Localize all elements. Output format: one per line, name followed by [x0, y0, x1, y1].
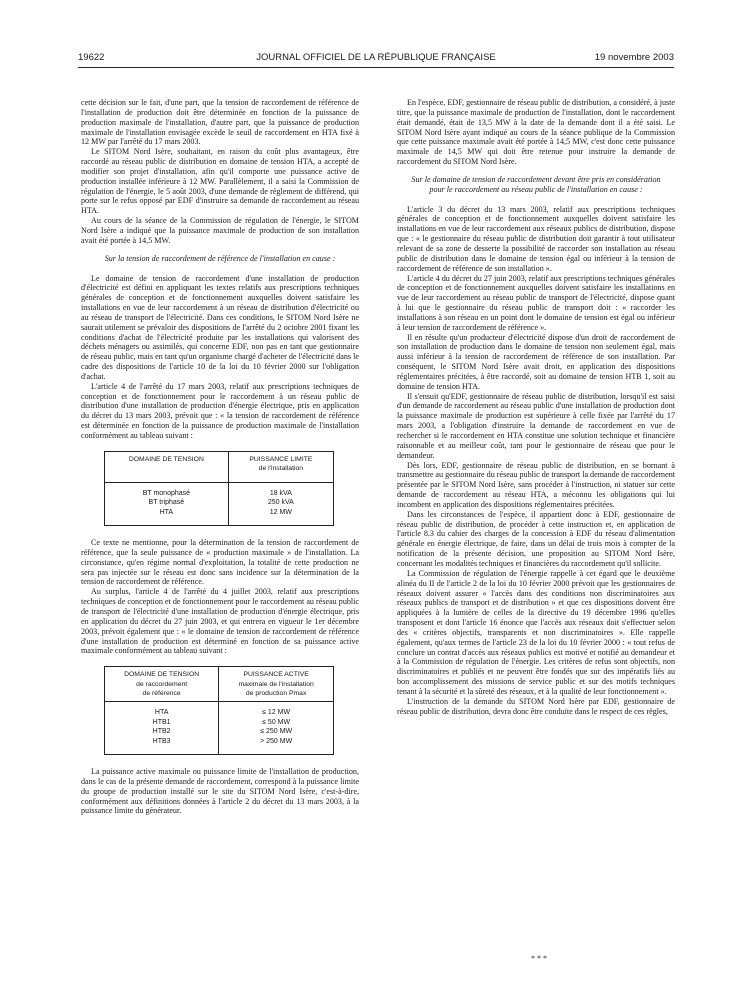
table-header: PUISSANCE LIMITE de l'installation — [228, 451, 333, 482]
paragraph: Le domaine de tension de raccordement d'une installation de production d'électricité est défini en appliquant les textes relatifs aux prescriptions techniques générales de conception et de fonctionnement auxquelles doivent satisfaire les installations en vue de leur raccordement à un réseau de distribution d'électricité ou au réseau de transport de l'électricité. Dans ces conditions, le SITOM Nord Isère ne saurait utilement se prévaloir des dispositions de l'arrêté du 2 octobre 2001 fixant les conditions d'achat de l'électricité produite par les installations qui valorisent des déchets ménagers ou assimilés, qui concerne EDF, non pas en tant que gestionnaire de réseau public, mais en tant qu'un organisme chargé d'acheter de l'électricité dans le cadre des dispositions de l'article 10 de la loi du 10 février 2000 sur l'obligation d'achat. — [81, 273, 359, 381]
section-separator: * * * — [531, 954, 547, 963]
paragraph: L'article 4 de l'arrêté du 17 mars 2003, relatif aux prescriptions techniques de conception et de fonctionnement pour le raccordement à un réseau public de distribution d'une installation de production d'énergie électrique, pris en application du décret du 13 mars 2003, prévoit que : « la tension de raccordement de référence est déterminée en fonction de la puissance de production maximale de l'installation conformément au tableau suivant : — [81, 381, 359, 440]
paragraph: cette décision sur le fait, d'une part, que la tension de raccordement de référence de l'installation de production doit être déterminée en fonction de la puissance de production maximale de l'installation, d'autre part, que la puissance de production maximale de l'installation envisagée excède le seuil de raccordement en HTA fixé à 12 MW par l'arrêté du 17 mars 2003. — [81, 98, 359, 147]
paragraph: En l'espèce, EDF, gestionnaire de réseau public de distribution, a considéré, à juste titre, que la puissance maximale de production de l'installation, dont le raccordement était demandé, était de 13,5 MW à la date de la demande dont il a été saisi. Le SITOM Nord Isère ayant indiqué au cours de la séance publique de la Commission que cette puissance maximale avait été portée à 14,5 MW, c'est donc cette puissance maximale de 14,5 MW qui doit être retenue pour instruire la demande de raccordement du SITOM Nord Isère. — [397, 98, 675, 167]
paragraph: Au surplus, l'article 4 de l'arrêté du 4 juillet 2003, relatif aux prescriptions techniques de conception et de fonctionnement pour le raccordement au réseau public de transport de l'électricité d'une installation de production d'énergie électrique, pris en application du décret du 27 juin 2003, et qui entrera en vigueur le 1er décembre 2003, prévoit également que : « le domaine de tension de raccordement de référence d'une installation de production est déterminé en fonction de sa puissance active maximale conformément au tableau suivant : — [81, 587, 359, 656]
table-cell: HTA HTB1 HTB2 HTB3 — [105, 702, 219, 755]
paragraph: Il s'ensuit qu'EDF, gestionnaire de réseau public de distribution, lorsqu'il est saisi d'un demande de raccordement au réseau public d'une installation de production dont la puissance maximale de production est supérieure à celle fixée par l'arrêté du 17 mars 2003, a l'obligation d'instruire la demande de raccordement en vue de rechercher si le raccordement en HTA constitue une solution technique et financière raisonnable et au meilleur coût, tant pour le gestionnaire de réseau que pour le demandeur. — [397, 391, 675, 460]
right-column — [397, 98, 675, 716]
page-number: 19622 — [78, 52, 105, 63]
table-cell: ≤ 12 MW ≤ 50 MW ≤ 250 MW > 250 MW — [219, 702, 334, 755]
table-cell: BT monophasé BT triphasé HTA — [105, 482, 229, 525]
page-header — [78, 50, 674, 66]
paragraph: Dans les circonstances de l'espèce, il appartient donc à EDF, gestionnaire de réseau public de distribution, de procéder à cette instruction et, en application de l'article 8.3 du cahier des charges de la concession à EDF du réseau d'alimentation générale en énergie électrique, de faire, dans un délai de trois mois à compter de la notification de la présente décision, une proposition au SITOM Nord Isère, concernant les modalités techniques et financières du raccordement qu'il sollicite. — [397, 509, 675, 568]
paragraph: Il en résulte qu'un producteur d'électricité dispose d'un droit de raccordement de son installation de production dans le domaine de tension non seulement égal, mais aussi inférieur à la tension de raccordement de référence de son installation. Par conséquent, le SITOM Nord Isère avait droit, en application des dispositions réglementaires précitées, à être raccordé, soit au domaine de tension HTB 1, soit au domaine de tension HTA. — [397, 332, 675, 391]
section-heading: Sur la tension de raccordement de référence de l'installation en cause : — [104, 253, 336, 263]
active-power-table — [104, 666, 334, 755]
issue-date: 19 novembre 2003 — [594, 52, 674, 63]
table-cell: 18 kVA 250 kVA 12 MW — [228, 482, 333, 525]
left-column — [81, 98, 359, 816]
paragraph: L'instruction de la demande du SITOM Nord Isère par EDF, gestionnaire de réseau public de distribution, devra donc être conduite dans le respect de ces règles, — [397, 696, 675, 716]
paragraph: Ce texte ne mentionne, pour la détermination de la tension de raccordement de référence, que la seule puissance de « production maximale » de l'installation. La circonstance, qu'en régime normal d'exploitation, la totalité de cette production ne sera pas injectée sur le réseau est donc sans incidence sur la détermination de la tension de raccordement de référence. — [81, 538, 359, 587]
header-rule — [78, 67, 674, 68]
table-row — [105, 702, 334, 755]
paragraph: La puissance active maximale ou puissance limite de l'installation de production, dans le cas de la présente demande de raccordement, correspond à la puissance limite du groupe de production installé sur le site du SITOM Nord Isère, c'est-à-dire, conformément aux définitions données à l'article 2 du décret du 13 mars 2003, à la puissance limite du générateur. — [81, 767, 359, 816]
section-heading: Sur le domaine de tension de raccordement devant être pris en considération pour le raccordement au réseau public de l'installation en cause : — [411, 174, 661, 194]
table-row — [105, 482, 334, 525]
paragraph: L'article 3 du décret du 13 mars 2003, relatif aux prescriptions techniques générales de conception et de fonctionnement auxquelles doivent satisfaire les installations en vue de leur raccordement aux réseaux publics de distribution, dispose que : « le gestionnaire du réseau public de distribution doit garantir à tout utilisateur relevant de sa zone de desserte la possibilité de raccorder son installation au réseau public de distribution dans le domaine de tension égal ou inférieur à la tension de raccordement de référence de son installation ». — [397, 204, 675, 273]
paragraph: Dès lors, EDF, gestionnaire de réseau public de distribution, en se bornant à transmettre au gestionnaire du réseau public de transport la demande de raccordement présentée par le SITOM Nord Isère, sans procéder à l'instruction, ni statuer sur cette demande de raccordement au réseau HTA, a méconnu les obligations qui lui incombent en application des dispositions réglementaires précitées. — [397, 460, 675, 509]
paragraph: La Commission de régulation de l'énergie rappelle à cet égard que le deuxième alinéa du II de l'article 2 de la loi du 10 février 2000 prévoit que les gestionnaires de réseaux doivent assurer « l'accès dans des conditions non discriminatoires aux réseaux publics de transport et de distribution » et que ces dispositions doivent être appliquées à la lumière de celles de la directive du 19 décembre 1996 qu'elles transposent et dont l'article 16 énonce que l'accès aux réseaux doit s'effectuer selon des « critères objectifs, transparents et non discriminatoires ». Elle rappelle également, qu'aux termes de l'article 23 de la loi du 10 février 2000 : « tout refus de conclure un contrat d'accès aux réseaux publics est motivé et notifié au demandeur et à la Commission de régulation de l'énergie. Les critères de refus sont objectifs, non discriminatoires et publiés et ne peuvent être fondés que sur des impératifs liés au bon accomplissement des missions de service public et sur des motifs techniques tenant à la sécurité et la sûreté des réseaux, et à la qualité de leur fonctionnement ». — [397, 568, 675, 696]
table-header: DOMAINE DE TENSION — [105, 451, 229, 482]
table-header: DOMAINE DE TENSION de raccordement de référence — [105, 667, 219, 702]
journal-title: JOURNAL OFFICIEL DE LA RÉPUBLIQUE FRANÇAISE — [256, 52, 496, 63]
table-header: PUISSANCE ACTIVE maximale de l'installation de production Pmax — [219, 667, 334, 702]
paragraph: Le SITOM Nord Isère, souhaitant, en raison du coût plus avantageux, être raccordé au réseau public de distribution en domaine de tension HTA, a accepté de modifier son projet d'installation, afin qu'il comporte une puissance active de production installée inférieure à 12 MW. Parallèlement, il a saisi la Commission de régulation de l'énergie, le 5 août 2003, d'une demande de règlement de différend, qui porte sur le refus opposé par EDF d'instruire sa demande de raccordement au réseau HTA. — [81, 147, 359, 216]
paragraph: L'article 4 du décret du 27 juin 2003, relatif aux prescriptions techniques générales de conception et de fonctionnement auxquelles doivent satisfaire les installations en vue de leur raccordement au réseau public de transport de l'électricité, dispose quant à lui que le gestionnaire du réseau public de transport doit : « raccorder les installations à son réseau en un point dont le domaine de tension est égal ou inférieur à leur tension de raccordement de référence ». — [397, 273, 675, 332]
tension-limit-table — [104, 451, 334, 526]
paragraph: Au cours de la séance de la Commission de régulation de l'énergie, le SITOM Nord Isère a indiqué que la puissance maximale de production de son installation avait été portée à 14,5 MW. — [81, 216, 359, 245]
